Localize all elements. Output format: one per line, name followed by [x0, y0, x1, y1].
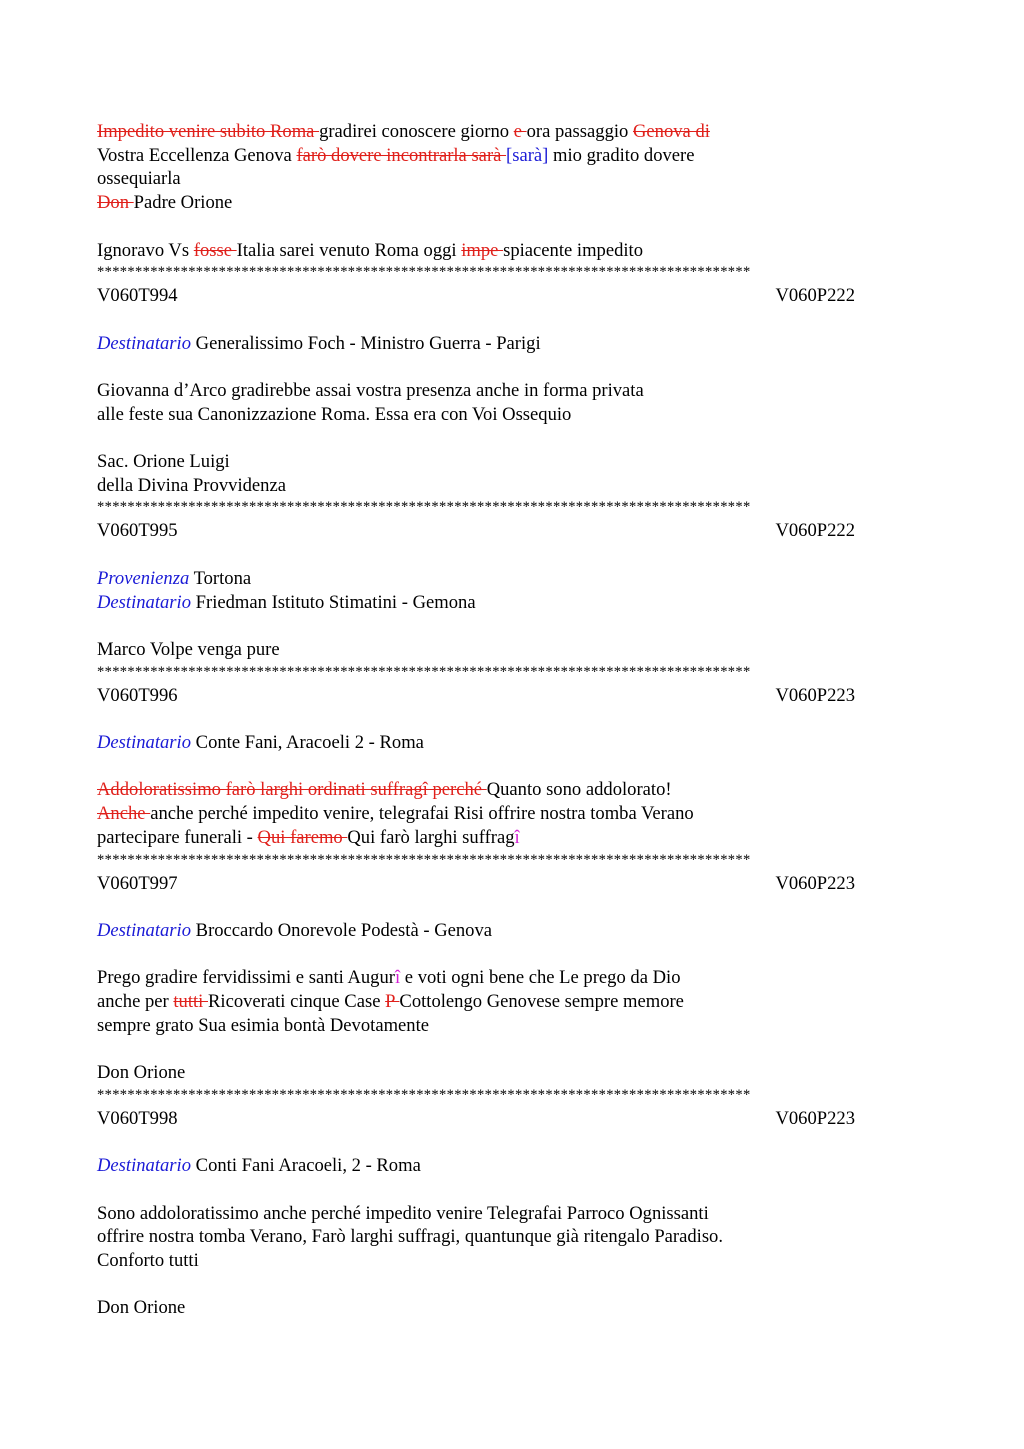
text-segment: Cottolengo Genovese sempre memore [399, 991, 684, 1013]
highlighted-char: î [514, 826, 520, 848]
entry6-signature: Don Orione [97, 1297, 186, 1319]
entry1-line1 [97, 120, 927, 144]
recipient-label: Destinatario [97, 732, 192, 754]
recipient-value: Conti Fani Aracoeli, 2 - Roma [191, 1155, 421, 1177]
text-segment: Quanto sono addolorato! [486, 779, 672, 801]
spacer [97, 215, 927, 239]
spacer [97, 355, 927, 379]
spacer [97, 707, 927, 731]
deleted-text: fosse [193, 239, 237, 261]
entry2-signature-line2: della Divina Provvidenza [97, 474, 286, 496]
entry2-body-line1: Giovanna d’Arco gradirebbe assai vostra presenza anche in forma privata [97, 379, 644, 401]
spacer [97, 426, 927, 450]
entry4-body-line3 [97, 826, 927, 850]
entry1-line3: ossequiarla [97, 168, 181, 190]
text-segment: ora passaggio [526, 121, 633, 142]
entry6-body-line2: offrire nostra tomba Verano, Farò larghi suffragi, quantunque già ritengalo Paradiso. [97, 1226, 724, 1248]
entry4-codes [97, 684, 855, 708]
deleted-text: Don [97, 192, 134, 214]
spacer [97, 1037, 927, 1061]
entry1-line5 [97, 239, 927, 263]
entry5-body-line3: sempre grato Sua esimia bontà Devotamente [97, 1014, 430, 1036]
spacer [97, 943, 927, 967]
inserted-text: [sarà] [506, 144, 549, 166]
entry6-code-left: V060T998 [97, 1107, 178, 1129]
entry2-code-left: V060T994 [97, 285, 178, 307]
entry4-recipient [97, 731, 927, 755]
entry2-signature-line1: Sac. Orione Luigi [97, 451, 230, 473]
deleted-text: Genova di [632, 121, 710, 142]
entry6-code-right: V060P223 [775, 1107, 855, 1129]
recipient-value: Friedman Istituto Stimatini - Gemona [191, 591, 476, 613]
text-segment: mio gradito dovere [548, 144, 695, 166]
entry1-line2 [97, 144, 927, 168]
entry5-body-line2 [97, 990, 927, 1014]
separator: ************************************************************************************** [97, 264, 751, 281]
entry5-code-right: V060P223 [775, 872, 855, 894]
entry2-codes [97, 284, 855, 308]
entry6-body-line1: Sono addoloratissimo anche perché impedito venire Telegrafai Parroco Ognissanti [97, 1202, 709, 1224]
recipient-label: Destinatario [97, 919, 192, 941]
separator: ************************************************************************************** [97, 851, 751, 868]
entry6-recipient [97, 1154, 927, 1178]
entry3-code-left: V060T995 [97, 520, 178, 542]
recipient-value: Generalissimo Foch - Ministro Guerra - Parigi [191, 332, 541, 354]
deleted-text: Addoloratissimo farò larghi ordinati suffragî perché [97, 779, 487, 801]
deleted-text: tutti [173, 991, 208, 1013]
deleted-text: Anche [97, 803, 151, 825]
entry3-origin [97, 567, 927, 591]
text-segment: partecipare funerali - [97, 826, 258, 848]
entry2-body-line2: alle feste sua Canonizzazione Roma. Essa era con Voi Ossequio [97, 403, 572, 425]
text-segment: spiacente impedito [503, 239, 644, 261]
recipient-label: Destinatario [97, 332, 192, 354]
separator: ************************************************************************************** [97, 663, 751, 680]
entry1-signature [97, 191, 927, 215]
entry3-codes [97, 519, 855, 543]
deleted-text: e [513, 121, 527, 142]
entry5-codes [97, 872, 855, 896]
text-segment: Vostra Eccellenza Genova [97, 144, 297, 166]
deleted-text: impe [461, 239, 504, 261]
entry6-body-line3: Conforto tutti [97, 1250, 199, 1272]
entry4-body-line2 [97, 802, 927, 826]
text-segment: anche perché impedito venire, telegrafai Risi offrire nostra tomba Verano [150, 803, 694, 825]
spacer [97, 755, 927, 779]
deleted-text: Impedito venire subito Roma [97, 121, 320, 142]
origin-value: Tortona [189, 567, 252, 589]
entry5-body-line1 [97, 966, 927, 990]
entry5-code-left: V060T997 [97, 872, 178, 894]
spacer [97, 895, 927, 919]
recipient-label: Destinatario [97, 591, 192, 613]
entry5-signature: Don Orione [97, 1062, 186, 1084]
separator: ************************************************************************************** [97, 1086, 751, 1103]
text-segment: Padre Orione [133, 192, 233, 214]
text-segment: gradirei conoscere giorno [319, 121, 514, 142]
entry3-code-right: V060P222 [775, 520, 855, 542]
text-segment: anche per [97, 991, 174, 1013]
text-segment: Prego gradire fervidissimi e santi Augur [97, 967, 395, 989]
recipient-label: Destinatario [97, 1155, 192, 1177]
deleted-text: Qui faremo [257, 826, 348, 848]
entry6-codes [97, 1107, 855, 1131]
entry4-code-right: V060P223 [775, 684, 855, 706]
separator: ************************************************************************************** [97, 499, 751, 516]
deleted-text: P [385, 991, 400, 1013]
recipient-value: Conte Fani, Aracoeli 2 - Roma [191, 732, 424, 754]
text-segment: Qui farò larghi suffrag [347, 826, 515, 848]
entry2-code-right: V060P222 [775, 285, 855, 307]
entry2-recipient [97, 332, 927, 356]
spacer [97, 1273, 927, 1297]
text-segment: Ricoverati cinque Case [208, 991, 386, 1013]
entry3-recipient [97, 591, 927, 615]
spacer [97, 543, 927, 567]
spacer [97, 308, 927, 332]
origin-label: Provenienza [97, 567, 190, 589]
deleted-text: farò dovere incontrarla sarà [296, 144, 507, 166]
text-segment: e voti ogni bene che Le prego da Dio [400, 967, 681, 989]
spacer [97, 614, 927, 638]
entry4-code-left: V060T996 [97, 684, 178, 706]
entry5-recipient [97, 919, 927, 943]
text-segment: Italia sarei venuto Roma oggi [236, 239, 462, 261]
entry4-body-line1 [97, 778, 927, 802]
document-page [97, 120, 927, 1320]
text-segment: Ignoravo Vs [97, 239, 194, 261]
recipient-value: Broccardo Onorevole Podestà - Genova [191, 919, 493, 941]
highlighted-char: î [394, 967, 401, 989]
spacer [97, 1178, 927, 1202]
spacer [97, 1131, 927, 1155]
entry3-body-line1: Marco Volpe venga pure [97, 638, 280, 660]
